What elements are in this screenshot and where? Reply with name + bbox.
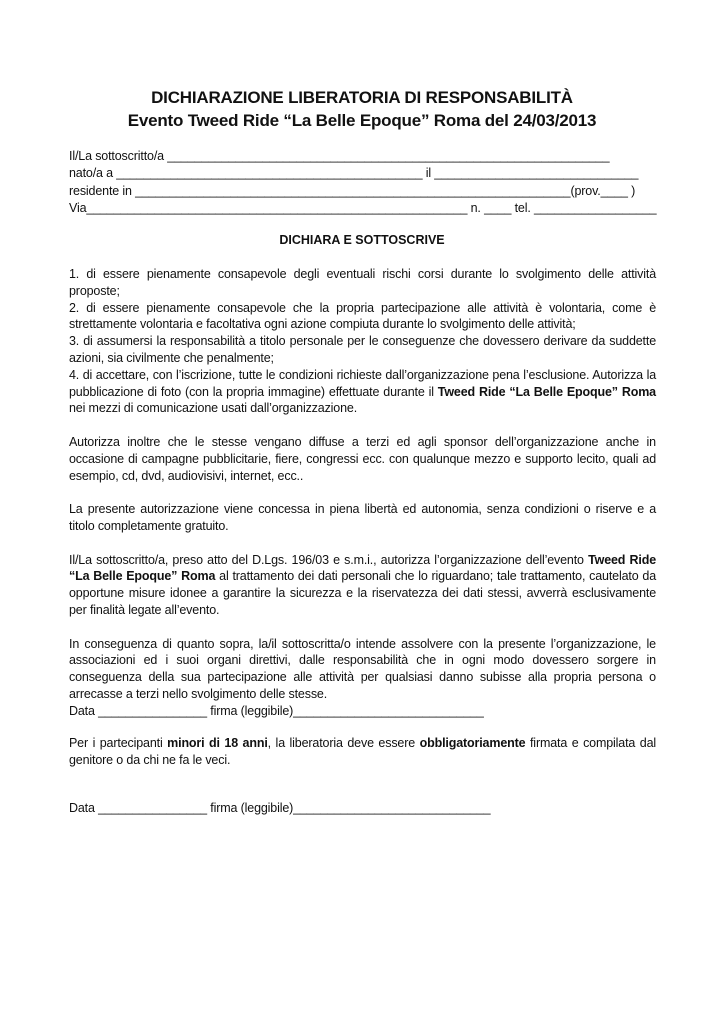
paragraph-free-consent: La presente autorizzazione viene concessa in piena libertà ed autonomia, senza condizioni o riserve e a titolo completamente gratuito.	[69, 502, 656, 533]
paragraph-release: In conseguenza di quanto sopra, la/il sottoscritta/o intende assolvere con la presente l’organizzazione, le associazioni ed i suoi organi direttivi, dalle responsabilità che in ogni modo dovessero sorgere in conseguenza della sua partecipazione alle attività per qualsiasi danno subisse alla propria persona o arrecasse a terzi nello svolgimento delle stesse.	[69, 636, 656, 701]
clause-2: 2. di essere pienamente consapevole che la propria partecipazione alle attività è volontaria, come è strettamente volontaria e facoltativa ogni azione compiuta durante lo svolgimento delle attività;	[69, 300, 656, 332]
form-line-name[interactable]: Il/La sottoscritto/a _________________________________________________________________	[69, 149, 610, 163]
event-name: Tweed Ride “La Belle Epoque” Roma	[69, 552, 656, 584]
form-line-address[interactable]: Via________________________________________________________ n. ____ tel. __________________	[69, 200, 657, 215]
form-line-residence[interactable]: residente in ________________________________________________________________(prov.____ )	[69, 183, 636, 198]
document-subtitle: Evento Tweed Ride “La Belle Epoque” Roma del 24/03/2013	[127, 111, 597, 130]
privacy-text-end: al trattamento dei dati personali che lo riguardano; tale trattamento, cautelato da opportune misure idonee a garantire la sicurezza e la riservatezza dei dati stessi, avverrà esclusivamente per finalità legate all’evento.	[69, 569, 656, 617]
paragraph-distribution: Autorizza inoltre che le stesse vengano diffuse a terzi ed agli sponsor dell’organizzazione anche in occasione di campagne pubblicitarie, fiere, congressi ecc. con qualunque mezzo e supporto lecito, quali ad esempio, cd, dvd, audiovisivi, internet, ecc..	[69, 434, 656, 483]
minors-note	[69, 735, 656, 769]
minors-age: minori di 18 anni	[167, 736, 268, 750]
form-line-birth[interactable]: nato/a a _____________________________________________ il ______________________________	[69, 166, 639, 181]
minors-note-text-end: firmata e compilata dal genitore o da chi ne fa le veci.	[69, 736, 657, 767]
clause-4-text-end: nei mezzi di comunicazione usati dall’organizzazione.	[69, 401, 358, 416]
mandatory-word: obbligatoriamente	[419, 736, 526, 750]
section-title: DICHIARA E SOTTOSCRIVE	[279, 233, 445, 247]
declaration-body	[69, 266, 656, 703]
document-title: DICHIARAZIONE LIBERATORIA DI RESPONSABILITÀ	[151, 88, 573, 107]
signature-line-guardian[interactable]: Data ________________ firma (leggibile)_____________________________	[69, 801, 491, 815]
minors-note-text: Per i partecipanti	[69, 736, 168, 750]
clause-4-text: 4. di accettare, con l’iscrizione, tutte le condizioni richieste dall’organizzazione pena l’esclusione. Autorizza la pubblicazione di foto (con la propria immagine) effettuate durante il	[69, 367, 656, 399]
clause-1: 1. di essere pienamente consapevole degli eventuali rischi corsi durante lo svolgimento delle attività proposte;	[69, 267, 656, 298]
personal-data-form	[69, 148, 659, 217]
signature-line-participant[interactable]: Data ________________ firma (leggibile)____________________________	[69, 704, 484, 718]
clause-4	[69, 367, 656, 417]
event-name: Tweed Ride “La Belle Epoque” Roma	[437, 384, 656, 399]
clause-3: 3. di assumersi la responsabilità a titolo personale per le conseguenze che dovessero derivare da suddette azioni, sia civilmente che penalmente;	[69, 334, 656, 365]
privacy-text: Il/La sottoscritto/a, preso atto del D.Lgs. 196/03 e s.m.i., autorizza l’organizzazione dell’evento	[69, 552, 589, 567]
paragraph-privacy	[69, 552, 656, 619]
minors-note-text: , la liberatoria deve essere	[267, 736, 420, 750]
